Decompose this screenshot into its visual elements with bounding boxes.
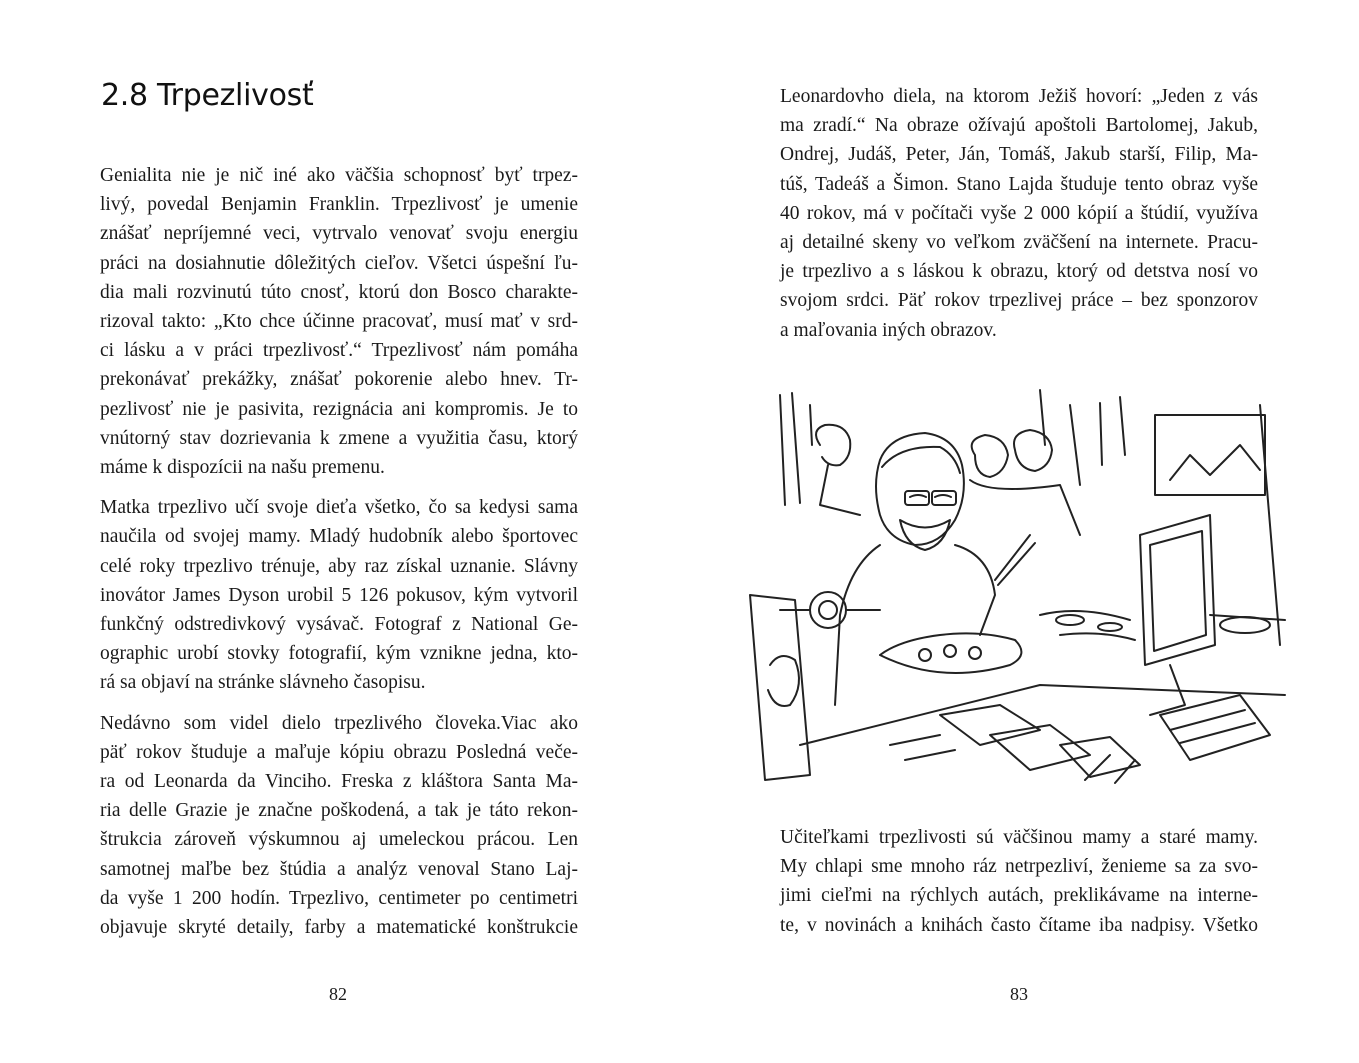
text-line: ria delle Grazie je značne poškodená, a tak je táto rekon-: [100, 800, 578, 822]
text-line: celé roky trpezlivo trénuje, aby raz získal uznanie. Slávny: [100, 555, 578, 577]
text-line: práci na dosiahnutie dôležitých cieľov. Všetci úspešní ľu-: [100, 252, 578, 274]
text-line: ographic urobí stovky fotografií, kým vznikne jedna, kto-: [100, 643, 578, 665]
text-line: Leonardovho diela, na ktorom Ježiš hovorí: „Jeden z vás: [780, 86, 1258, 107]
text-line: naučila od svojej mamy. Mladý hudobník alebo športovec: [100, 526, 578, 548]
text-line: máme k dispozícii na našu premenu.: [100, 457, 385, 479]
text-line: aj detailné skeny vo veľkom zväčšení na internete. Pracu-: [780, 232, 1258, 254]
text-line: Matka trpezlivo učí svoje dieťa všetko, čo sa kedysi sama: [100, 497, 578, 519]
text-line: ra od Leonarda da Vinciho. Freska z kláštora Santa Ma-: [100, 771, 578, 793]
left-text-column: [100, 161, 578, 953]
text-line: samotnej maľbe bez štúdia a analýz venoval Stano Laj-: [100, 858, 578, 880]
text-line: túš, Tadeáš a Šimon. Stano Lajda študuje tento obraz vyše: [780, 173, 1258, 195]
text-line: pezlivosť nie je pasivita, rezignácia ani kompromis. Je to: [100, 398, 578, 420]
section-heading: 2.8 Trpezlivosť: [101, 78, 314, 113]
text-line: päť rokov študuje a maľuje kópiu obrazu Posledná veče-: [100, 741, 578, 763]
text-line: a maľovania iných obrazov.: [780, 319, 997, 341]
page-number-right: 83: [1010, 984, 1028, 1004]
text-line: je trpezlivo a s láskou k obrazu, ktorý od detstva nosí vo: [780, 261, 1258, 283]
text-line: rá sa objaví na stránke slávneho časopisu.: [100, 672, 426, 694]
page-number-left: 82: [329, 984, 347, 1004]
text-line: rizoval takto: „Kto chce účinne pracovať, musí mať v srd-: [100, 311, 578, 333]
paragraph-teachers-of-patience: [780, 823, 1258, 940]
text-line: My chlapi sme mnoho ráz netrpezliví, ženieme sa za svo-: [780, 856, 1258, 878]
text-line: livý, povedal Benjamin Franklin. Trpezlivosť je umenie: [100, 194, 578, 216]
text-line: Ondrej, Judáš, Peter, Ján, Tomáš, Jakub starší, Filip, Ma-: [780, 144, 1258, 166]
text-line: inovátor James Dyson urobil 5 126 pokusov, kým vytvoril: [100, 584, 578, 606]
text-line: funkčný odstredivkový vysávač. Fotograf z National Ge-: [100, 614, 578, 636]
right-text-column-bottom: [780, 823, 1258, 951]
text-line: znášať nepríjemné veci, vytrvalo venovať svoju energiu: [100, 223, 578, 245]
painter-illustration: [740, 385, 1295, 795]
text-line: da vyše 1 200 hodín. Trpezlivo, centimeter po centimetri: [100, 887, 578, 909]
text-line: vnútorný stav dozrievania k zmene a využitia času, ktorý: [100, 427, 578, 449]
text-line: Učiteľkami trpezlivosti sú väčšinou mamy a staré mamy.: [780, 827, 1258, 848]
text-line: Nedávno som videl dielo trpezlivého človeka.Viac ako: [100, 712, 578, 734]
paragraph-patience-examples: [100, 493, 578, 697]
text-line: 40 rokov, má v počítači vyše 2 000 kópií a štúdií, využíva: [780, 202, 1258, 224]
text-line: dia mali rozvinutú túto cnosť, ktorú don Bosco charakte-: [100, 281, 578, 303]
text-line: te, v novinách a knihách často čítame iba nadpisy. Všetko: [780, 914, 1258, 936]
right-page: [680, 0, 1359, 1063]
text-line: jimi cieľmi na rýchlych autách, preklikávame na interne-: [780, 885, 1258, 907]
text-line: svojom srdci. Päť rokov trpezlivej práce – bez sponzorov: [780, 290, 1258, 312]
text-line: Genialita nie je nič iné ako väčšia schopnosť byť trpez-: [100, 165, 578, 186]
text-line: prekonávať prekážky, znášať pokorenie alebo hnev. Tr-: [100, 369, 578, 391]
paragraph-continuation: [780, 82, 1258, 345]
right-text-column-top: [780, 82, 1258, 356]
text-line: ma zradí.“ Na obraze ožívajú apoštoli Bartolomej, Jakub,: [780, 115, 1258, 137]
text-line: objavuje skryté detaily, farby a matematické konštrukcie: [100, 917, 578, 939]
paragraph-patience-definition: [100, 161, 578, 482]
paragraph-last-supper: [100, 709, 578, 943]
text-line: štrukcia zároveň výskumnou aj umeleckou prácou. Len: [100, 829, 578, 851]
text-line: ci lásku a v práci trpezlivosť.“ Trpezlivosť nám pomáha: [100, 340, 578, 362]
